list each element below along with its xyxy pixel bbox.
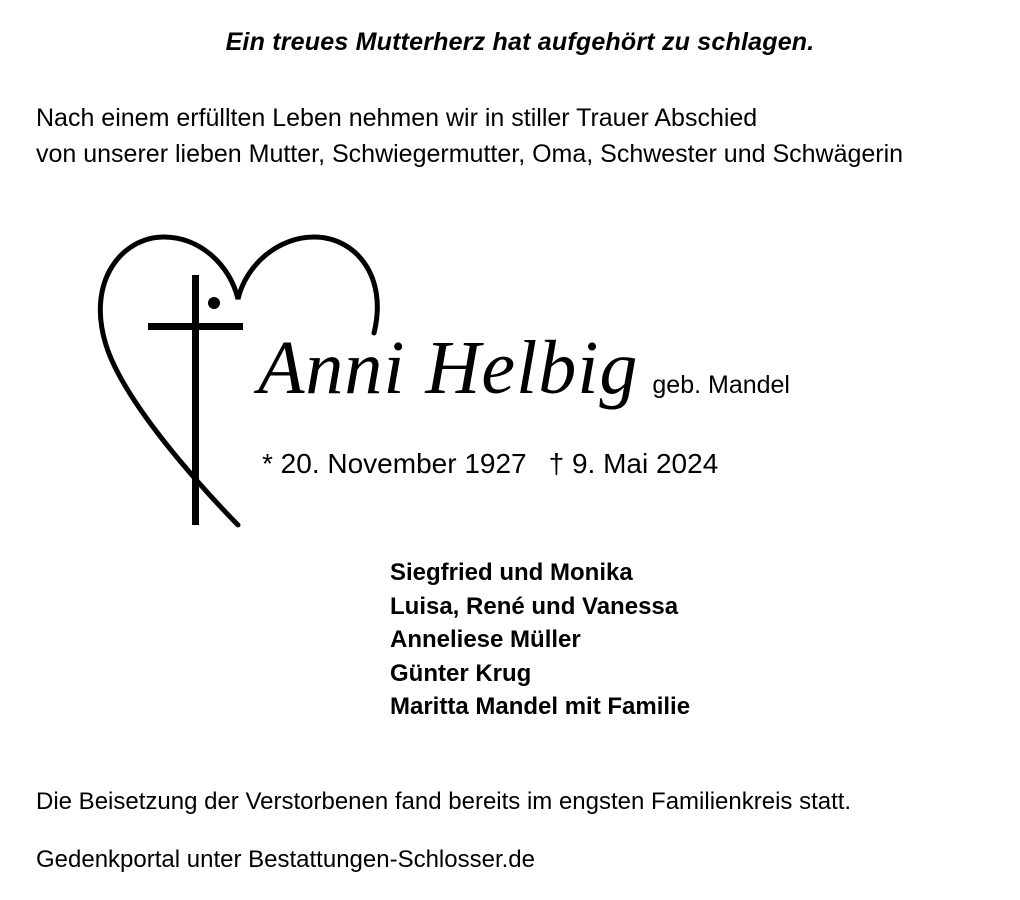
maiden-name: geb. Mandel <box>652 371 790 399</box>
death-date: † 9. Mai 2024 <box>548 448 719 479</box>
list-item: Anneliese Müller <box>390 626 581 654</box>
list-item: Maritta Mandel mit Familie <box>390 693 691 721</box>
epitaph-text: Ein treues Mutterherz hat aufgehört zu schlagen. <box>225 28 815 56</box>
funeral-note: Die Beisetzung der Verstorbenen fand bereits im engsten Familienkreis statt. <box>36 788 852 815</box>
mourners-list <box>390 556 690 724</box>
list-item: Siegfried und Monika <box>390 559 633 586</box>
intro-line-1: Nach einem erfüllten Leben nehmen wir in stiller Trauer Abschied <box>36 104 758 132</box>
list-item: Günter Krug <box>390 659 532 687</box>
deceased-name: Anni Helbig <box>258 326 639 410</box>
intro-paragraph <box>36 100 996 173</box>
list-item: Luisa, René und Vanessa <box>390 592 679 620</box>
birth-date: * 20. November 1927 <box>262 448 527 479</box>
life-dates <box>262 448 718 480</box>
deceased-name-block <box>258 326 998 410</box>
intro-line-2: von unserer lieben Mutter, Schwiegermutter, Oma, Schwester und Schwägerin <box>36 140 904 169</box>
memorial-portal-note: Gedenkportal unter Bestattungen-Schlosser.de <box>36 846 535 873</box>
footer-text <box>36 790 996 872</box>
